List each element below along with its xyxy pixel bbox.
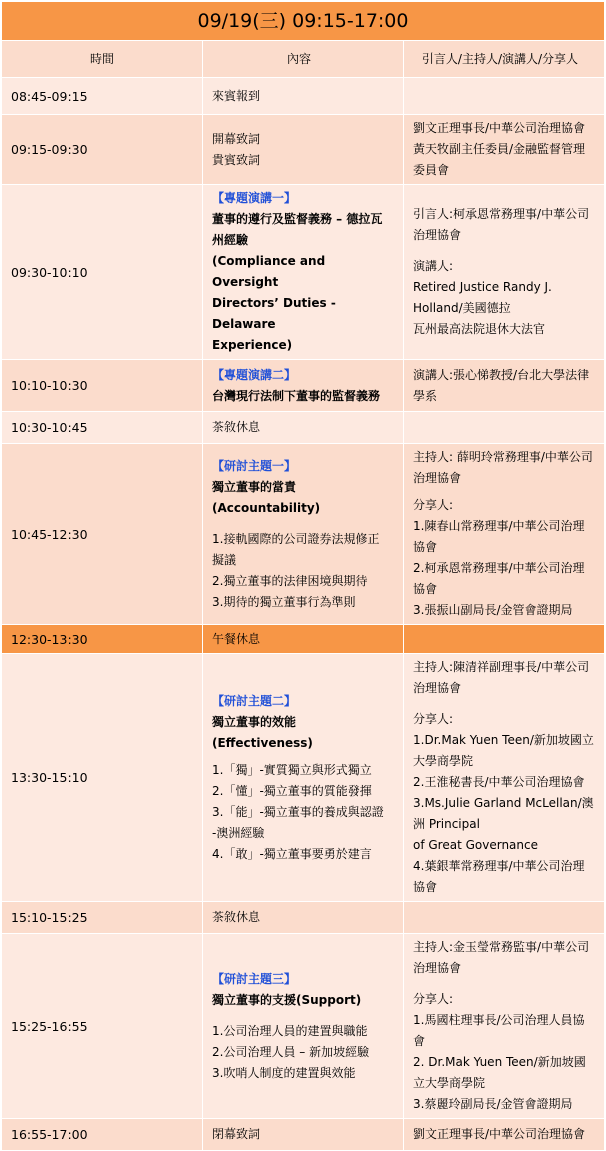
speaker-cell	[404, 902, 605, 934]
header-speaker: 引言人/主持人/演講人/分享人	[404, 41, 605, 78]
speaker-line: 4.葉銀華常務理事/中華公司治理協會	[413, 859, 585, 894]
content-line: 州經驗	[212, 233, 249, 247]
content-line: -澳洲經驗	[212, 825, 265, 840]
content-cell	[203, 115, 404, 185]
content-cell	[203, 1119, 404, 1151]
session-heading: 獨立董事的支援(Support)	[212, 992, 362, 1007]
session-tag: 【專題演講一】	[212, 191, 297, 205]
spacer	[212, 1011, 395, 1021]
speaker-cell	[404, 412, 605, 444]
content-cell	[203, 185, 404, 360]
content-line: 茶敘休息	[212, 420, 261, 434]
spacer	[413, 699, 596, 709]
speaker-line: 1.馬國柱理事長/公司治理人員協會	[413, 1013, 585, 1048]
content-cell	[203, 360, 404, 412]
time-cell: 10:10-10:30	[2, 360, 203, 412]
header-time: 時間	[2, 41, 203, 78]
spacer	[413, 979, 596, 989]
speaker-cell	[404, 360, 605, 412]
speaker-cell	[404, 115, 605, 185]
speaker-cell	[404, 625, 605, 654]
table-row	[2, 360, 605, 412]
time-cell: 12:30-13:30	[2, 625, 203, 654]
time-cell: 15:10-15:25	[2, 902, 203, 934]
table-row	[2, 625, 605, 654]
table-row	[2, 78, 605, 115]
header-row	[2, 41, 605, 78]
content-line: 2.公司治理人員 – 新加坡經驗	[212, 1044, 370, 1059]
speaker-line: 黃天牧副主任委員/金融監督管理委員會	[413, 142, 586, 177]
speaker-line: 2.柯承恩常務理事/中華公司治理協會	[413, 561, 585, 596]
content-cell	[203, 625, 404, 654]
content-cell	[203, 412, 404, 444]
time-cell: 08:45-09:15	[2, 78, 203, 115]
content-line: 1.「獨」-實質獨立與形式獨立	[212, 762, 372, 777]
speaker-line: 引言人:柯承恩常務理事/中華公司治理協會	[413, 207, 590, 242]
content-line: 2.「懂」-獨立董事的質能發揮	[212, 783, 372, 798]
content-line: (Compliance and Oversight	[212, 254, 326, 289]
content-cell	[203, 654, 404, 902]
content-line: 台灣現行法制下董事的監督義務	[212, 388, 381, 403]
speaker-line: 3.Ms.Julie Garland McLellan/澳洲 Principal	[413, 796, 594, 831]
session-tag: 【研討主題三】	[212, 971, 297, 986]
time-cell: 16:55-17:00	[2, 1119, 203, 1151]
content-line: 貴賓致詞	[212, 152, 261, 167]
session-heading: 獨立董事的效能(Effectiveness)	[212, 714, 313, 750]
title-row	[2, 2, 605, 41]
speaker-line: 主持人:金玉瑩常務監事/中華公司治理協會	[413, 940, 590, 975]
session-tag: 【研討主題一】	[212, 458, 297, 473]
speaker-line: 分享人:	[413, 712, 454, 726]
speaker-line: 主持人:陳清祥副理事長/中華公司治理協會	[413, 660, 590, 695]
table-row	[2, 934, 605, 1119]
speaker-line: 2.王淮秘書長/中華公司治理協會	[413, 775, 585, 789]
content-line: Directors’ Duties - Delaware	[212, 296, 336, 331]
session-tag: 【專題演講二】	[212, 367, 297, 382]
content-line: 3.期待的獨立董事行為準則	[212, 594, 356, 609]
table-row	[2, 902, 605, 934]
speaker-cell	[404, 654, 605, 902]
speaker-line: 1.陳春山常務理事/中華公司治理協會	[413, 519, 585, 554]
table-row	[2, 1119, 605, 1151]
agenda-title: 09/19(三) 09:15-17:00	[2, 2, 605, 41]
content-line: 開幕致詞	[212, 131, 261, 146]
content-line: 1.公司治理人員的建置與職能	[212, 1023, 368, 1038]
speaker-cell	[404, 444, 605, 625]
time-cell: 15:25-16:55	[2, 934, 203, 1119]
speaker-cell	[404, 1119, 605, 1151]
time-cell: 09:30-10:10	[2, 185, 203, 360]
speaker-line: 演講人:	[413, 259, 454, 273]
content-cell	[203, 444, 404, 625]
speaker-cell	[404, 185, 605, 360]
content-line: Experience)	[212, 338, 293, 352]
table-row	[2, 412, 605, 444]
content-cell	[203, 78, 404, 115]
content-line: 董事的遵行及監督義務 – 德拉瓦	[212, 212, 383, 226]
speaker-cell	[404, 934, 605, 1119]
session-tag: 【研討主題二】	[212, 693, 297, 708]
speaker-line: 主持人: 薛明玲常務理事/中華公司治理協會	[413, 450, 593, 485]
time-cell: 10:30-10:45	[2, 412, 203, 444]
session-heading: 獨立董事的當責(Accountability)	[212, 479, 321, 515]
spacer	[413, 246, 596, 256]
time-cell: 10:45-12:30	[2, 444, 203, 625]
content-cell	[203, 902, 404, 934]
speaker-line: 1.Dr.Mak Yuen Teen/新加坡國立大學商學院	[413, 733, 594, 768]
content-line: 閉幕致詞	[212, 1127, 261, 1141]
speaker-line: 劉文正理事長/中華公司治理協會	[413, 1127, 586, 1141]
speaker-line: 瓦州最高法院退休大法官	[413, 322, 546, 336]
speaker-line: 分享人:	[413, 992, 454, 1006]
spacer	[212, 519, 395, 529]
time-cell: 13:30-15:10	[2, 654, 203, 902]
table-row	[2, 444, 605, 625]
speaker-line: 分享人:	[413, 498, 454, 512]
content-line: 1.接軌國際的公司證券法規修正	[212, 531, 380, 546]
content-line: 2.獨立董事的法律困境與期待	[212, 573, 368, 588]
speaker-line: 3.張振山副局長/金管會證期局	[413, 603, 573, 617]
content-line: 3.吹哨人制度的建置與效能	[212, 1065, 356, 1080]
content-cell	[203, 934, 404, 1119]
speaker-line: 2. Dr.Mak Yuen Teen/新加坡國立大學商學院	[413, 1055, 586, 1090]
content-line: 來賓報到	[212, 88, 261, 103]
agenda-table	[1, 1, 605, 1151]
speaker-line: 3.蔡麗玲副局長/金管會證期局	[413, 1097, 573, 1111]
table-row	[2, 185, 605, 360]
content-line: 4.「敢」-獨立董事要勇於建言	[212, 846, 372, 861]
table-row	[2, 115, 605, 185]
speaker-line: Retired Justice Randy J. Holland/美國德拉	[413, 280, 552, 315]
speaker-line: 劉文正理事長/中華公司治理協會	[413, 121, 586, 135]
speaker-line: 演講人:張心悌教授/台北大學法律學系	[413, 367, 590, 403]
time-cell: 09:15-09:30	[2, 115, 203, 185]
content-line: 3.「能」-獨立董事的養成與認證	[212, 804, 384, 819]
agenda-sheet	[1, 1, 605, 1151]
table-row	[2, 654, 605, 902]
content-line: 午餐休息	[212, 631, 261, 646]
speaker-cell	[404, 78, 605, 115]
speaker-line: of Great Governance	[413, 838, 538, 852]
header-content: 內容	[203, 41, 404, 78]
content-line: 擬議	[212, 552, 237, 567]
content-line: 茶敘休息	[212, 910, 261, 924]
